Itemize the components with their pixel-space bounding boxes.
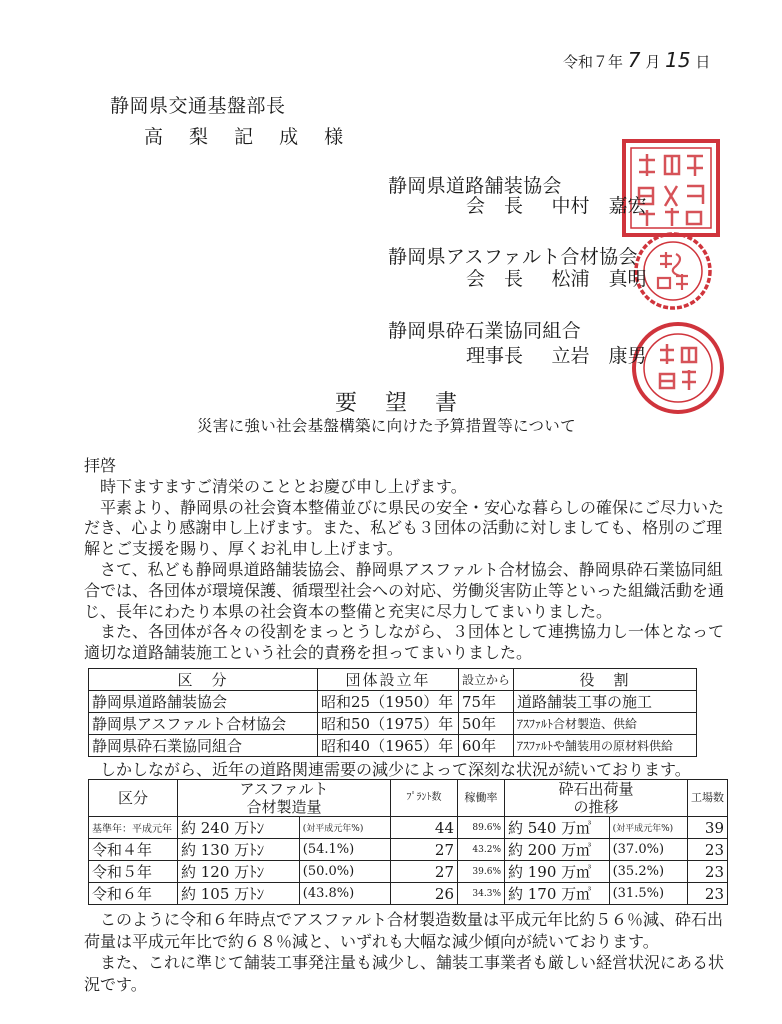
document-subtitle: 災害に強い社会基盤構築に向けた予算措置等について <box>197 417 576 435</box>
table-cell: (対平成元年%) <box>609 817 687 839</box>
letter-body <box>84 456 724 664</box>
cooperative-seal-round <box>630 320 726 416</box>
production-table <box>88 779 728 905</box>
table-header: 稼働率 <box>458 780 505 817</box>
sender-2-role: 会 長 <box>466 268 524 290</box>
sender-2-name: 松浦 真明 <box>551 268 647 290</box>
table-cell: 約 200 万㎥ <box>505 839 610 861</box>
table-cell: 約 240 万ﾄﾝ <box>178 817 300 839</box>
table-cell: 43.2% <box>458 839 505 861</box>
organization-table <box>88 668 697 757</box>
sender-2-signature <box>466 264 647 291</box>
table-cell: 道路舗装工事の施工 <box>514 691 697 713</box>
table-cell: (50.0%) <box>299 861 390 883</box>
table-cell: 静岡県アスファルト合材協会 <box>89 713 318 735</box>
sender-3-signature <box>466 341 647 368</box>
table-cell: 約 105 万ﾄﾝ <box>178 883 300 905</box>
table-cell: ｱｽﾌｧﾙﾄや舗装用の原材料供給 <box>514 735 697 757</box>
table-cell: 75年 <box>459 691 514 713</box>
closing-paragraph-1: このように令和６年時点でアスファルト合材製造数量は平成元年比約５６％減、砕石出荷量は平成元年比で約６８％減と、いずれも大幅な減少傾向が続いております。 <box>84 910 724 951</box>
closing-paragraph-2: また、これに準じて舗装工事発注量も減少し、舗装工事業者も厳しい経営状況にある状況です。 <box>84 953 725 994</box>
addressee-department: 静岡県交通基盤部長 <box>110 95 286 117</box>
table-header: ﾌﾟﾗﾝﾄ数 <box>391 780 458 817</box>
table-cell: 44 <box>391 817 458 839</box>
table-cell: 39.6% <box>458 861 505 883</box>
table-cell: ｱｽﾌｧﾙﾄ合材製造、供給 <box>514 713 697 735</box>
sender-1-signature <box>466 191 647 218</box>
date-day: 15 <box>665 48 691 72</box>
table-cell: (31.5%) <box>609 883 687 905</box>
table-cell: 約 190 万㎥ <box>505 861 610 883</box>
header-line: 砕石出荷量 <box>558 780 634 798</box>
table-cell: 静岡県道路舗装協会 <box>89 691 318 713</box>
table-cell: 23 <box>688 883 728 905</box>
body-paragraph-3: さて、私ども静岡県道路舗装協会、静岡県アスファルト合材協会、静岡県砕石業協同組合では、各団体が環境保護、循環型社会への対応、労働災害防止等といった組織活動を通じ、長年にわたり本県の社会資本の整備と充実に尽力してまいりました。 <box>84 559 725 621</box>
addressee-name: 高 梨 記 成 様 <box>144 126 354 148</box>
table-row <box>89 735 697 757</box>
greeting: 拝啓 <box>84 456 117 475</box>
table-cell: 昭和40（1965）年 <box>318 735 459 757</box>
table-cell: 60年 <box>459 735 514 757</box>
body-paragraph-1: 時下ますますご清栄のこととお慶び申し上げます。 <box>100 476 467 496</box>
sender-2-org: 静岡県アスファルト合材協会 <box>388 246 638 268</box>
table-header-asphalt <box>178 780 391 817</box>
sender-3-role: 理事長 <box>466 345 524 367</box>
association-seal-square <box>621 138 721 238</box>
table-cell: (対平成元年%) <box>299 817 390 839</box>
table-cell: (43.8%) <box>299 883 390 905</box>
table-cell: (35.2%) <box>609 861 687 883</box>
table-cell: 89.6% <box>458 817 505 839</box>
table-header: 団体設立年 <box>318 669 459 691</box>
document-title: 要望書 <box>335 391 486 416</box>
sender-1-name: 中村 嘉宏 <box>551 195 647 217</box>
table-header-row <box>89 780 728 817</box>
middle-sentence: しかしながら、近年の道路関連需要の減少によって深刻な状況が続いております。 <box>100 760 691 779</box>
table-cell: (37.0%) <box>609 839 687 861</box>
date-era: 令和７年 <box>563 53 624 71</box>
table-cell: 令和５年 <box>89 861 178 883</box>
body-paragraph-2: 平素より、静岡県の社会資本整備並びに県民の安全・安心な暮らしの確保にご尽力いただき、心より感謝申し上げます。また、私ども３団体の活動に対しましても、格別のご理解とご支援を賜り、厚くお礼申し上げます。 <box>84 497 725 559</box>
table-cell: 23 <box>688 861 728 883</box>
header-line: の推移 <box>573 798 619 816</box>
date-month-unit: 月 <box>645 53 661 71</box>
date-day-unit: 日 <box>695 53 711 71</box>
document-date <box>563 48 710 72</box>
table-cell: 34.3% <box>458 883 505 905</box>
sender-1-org: 静岡県道路舗装協会 <box>388 175 562 197</box>
table-cell: 静岡県砕石業協同組合 <box>89 735 318 757</box>
table-cell: 令和４年 <box>89 839 178 861</box>
date-month: 7 <box>627 48 641 72</box>
table-cell: 令和６年 <box>89 883 178 905</box>
table-cell: 23 <box>688 839 728 861</box>
sender-1-role: 会 長 <box>466 195 524 217</box>
header-line: 合材製造量 <box>246 798 322 816</box>
table-header-row <box>89 669 697 691</box>
table-header: 区 分 <box>89 669 318 691</box>
table-cell: 50年 <box>459 713 514 735</box>
table-cell: 基準年：平成元年 <box>89 817 178 839</box>
table-cell: 約 120 万ﾄﾝ <box>178 861 300 883</box>
sender-3-org: 静岡県砕石業協同組合 <box>388 320 582 342</box>
table-cell: 26 <box>391 883 458 905</box>
header-line: アスファルト <box>239 780 329 798</box>
table-cell: 昭和25（1950）年 <box>318 691 459 713</box>
sender-3-name: 立岩 康男 <box>551 345 647 367</box>
table-cell: 昭和50（1975）年 <box>318 713 459 735</box>
body-paragraph-4: また、各団体が各々の役割をまっとうしながら、３団体として連携協力し一体となって適切な道路舗装施工という社会的責務を担ってまいりました。 <box>84 622 725 663</box>
table-header: 工場数 <box>688 780 728 817</box>
table-header: 設立から <box>459 669 514 691</box>
table-cell: 約 130 万ﾄﾝ <box>178 839 300 861</box>
table-cell: (54.1%) <box>299 839 390 861</box>
table-row <box>89 839 728 861</box>
table-header: 役 割 <box>514 669 697 691</box>
table-cell: 27 <box>391 839 458 861</box>
table-row <box>89 691 697 713</box>
table-row <box>89 861 728 883</box>
table-cell: 39 <box>688 817 728 839</box>
table-header: 区分 <box>89 780 178 817</box>
closing-text <box>84 909 734 995</box>
table-cell: 約 540 万㎥ <box>505 817 610 839</box>
table-row <box>89 883 728 905</box>
table-row <box>89 817 728 839</box>
table-row <box>89 713 697 735</box>
table-cell: 約 170 万㎥ <box>505 883 610 905</box>
table-header-gravel <box>505 780 688 817</box>
table-cell: 27 <box>391 861 458 883</box>
